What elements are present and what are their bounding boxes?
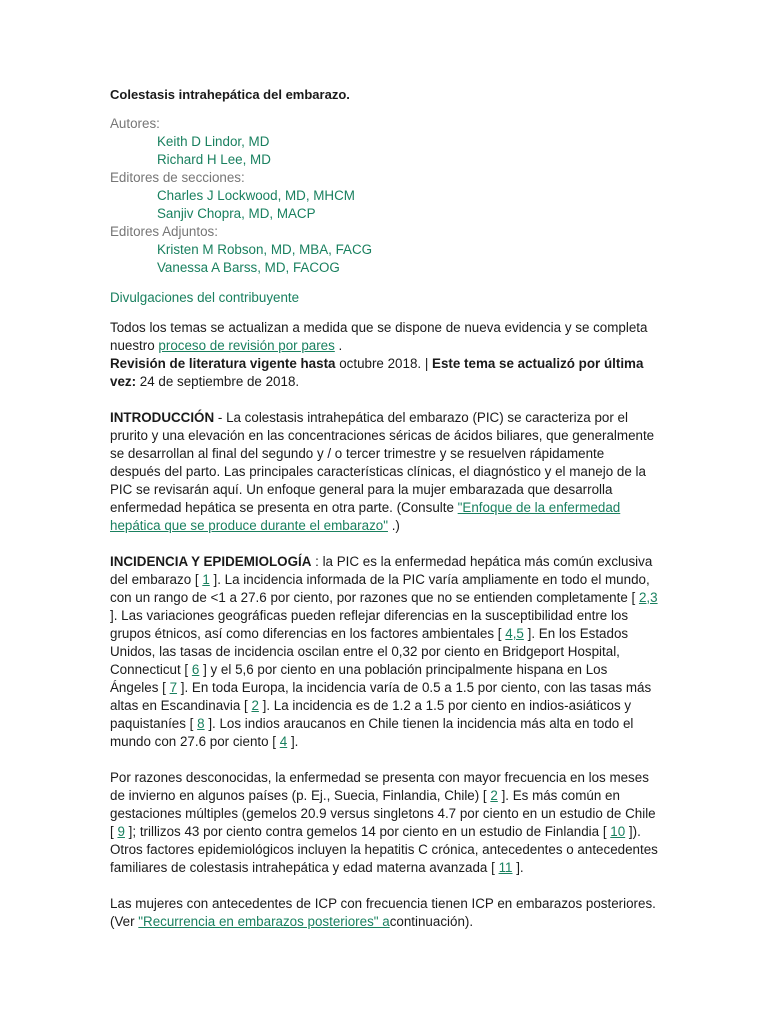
author-link[interactable]: Richard H Lee, MD: [157, 152, 271, 167]
reference-link[interactable]: 11: [498, 860, 513, 875]
epidemiology-heading: INCIDENCIA Y EPIDEMIOLOGÍA: [110, 554, 312, 569]
body-text: continuación).: [389, 914, 474, 929]
authors-label: Autores:: [110, 116, 160, 131]
recurrence-section: [110, 895, 658, 931]
recurrence-link[interactable]: "Recurrencia en embarazos posteriores" a: [138, 914, 390, 929]
update-policy: [110, 319, 658, 391]
last-update-date: 24 de septiembre de 2018.: [139, 374, 300, 389]
disclosures-link[interactable]: Divulgaciones del contribuyente: [110, 290, 300, 305]
body-text: ] y el 5,6 por ciento en una población principalmente hispana en Los Ángeles [: [110, 662, 608, 695]
reference-link[interactable]: 4: [279, 734, 288, 749]
article-title: Colestasis intrahepática del embarazo.: [110, 87, 350, 102]
last-update-label: Este tema se actualizó por última vez:: [110, 356, 644, 389]
intro-tail: .): [391, 518, 400, 533]
update-text-end: .: [338, 338, 343, 353]
reference-link[interactable]: 10: [610, 824, 626, 839]
section-editors-label: Editores de secciones:: [110, 170, 245, 185]
reference-link[interactable]: 7: [169, 680, 178, 695]
article-body: [110, 86, 658, 931]
body-text: ]). Otros factores epidemiológicos incluyen la hepatitis C crónica, antecedentes o antecedentes familiares de colestasis intrahepática y edad materna avanzada [: [110, 824, 658, 875]
body-text: ]. La incidencia es de 1.2 a 1.5 por ciento en indios-asiáticos y paquistaníes [: [110, 698, 632, 731]
body-text: ]. La incidencia informada de la PIC varía ampliamente en todo el mundo, con un rango de <1 a 27.6 por ciento, por razones que no se entienden completamente [: [110, 572, 650, 605]
reference-link[interactable]: 2,3: [638, 590, 658, 605]
peer-review-link[interactable]: proceso de revisión por pares: [158, 338, 335, 353]
deputy-editors-label: Editores Adjuntos:: [110, 224, 218, 239]
body-text: ]. Los indios araucanos en Chile tienen la incidencia más alta en todo el mundo con 27.6 por ciento [: [110, 716, 634, 749]
contributors-block: [110, 115, 658, 277]
deputy-editor-link[interactable]: Kristen M Robson, MD, MBA, FACG: [157, 242, 373, 257]
intro-heading: INTRODUCCIÓN: [110, 410, 215, 425]
lit-review-date: octubre 2018. |: [339, 356, 429, 371]
body-text: Por razones desconocidas, la enfermedad se presenta con mayor frecuencia en los meses de invierno en algunos países (p. Ej., Suecia, Finlandia, Chile) [: [110, 770, 649, 803]
body-text: Las mujeres con antecedentes de ICP con frecuencia tienen ICP en embarazos posteriores. (Ver: [110, 896, 656, 929]
author-link[interactable]: Keith D Lindor, MD: [157, 134, 270, 149]
epidemiology-section: [110, 553, 658, 751]
body-text: ]. En toda Europa, la incidencia varía de 0.5 a 1.5 por ciento, con las tasas más altas en Escandinavia [: [110, 680, 652, 713]
liver-disease-pregnancy-link[interactable]: "Enfoque de la enfermedad hepática que se produce durante el embarazo": [110, 500, 621, 533]
body-text: ]. En los Estados Unidos, las tasas de incidencia oscilan entre el 0,32 por ciento en Bridgeport Hospital, Connecticut [: [110, 626, 629, 677]
reference-link[interactable]: 4,5: [505, 626, 524, 641]
body-text: ]. Es más común en gestaciones múltiples (gemelos 20.9 versus singletons 4.7 por ciento en un estudio de Chile [: [110, 788, 656, 839]
body-text: ]; trillizos 43 por ciento contra gemelos 14 por ciento en un estudio de Finlandia [: [128, 824, 607, 839]
body-text: ].: [516, 860, 524, 875]
reference-link[interactable]: 1: [202, 572, 210, 587]
intro-sep: -: [214, 410, 227, 425]
body-text: ].: [290, 734, 299, 749]
body-text: : la PIC es la enfermedad hepática más común exclusiva del embarazo [: [110, 554, 653, 587]
reference-link[interactable]: 9: [117, 824, 125, 839]
body-text: ]. Las variaciones geográficas pueden reflejar diferencias en la susceptibilidad entre los grupos étnicos, así como diferencias en los factores ambientales [: [110, 608, 629, 641]
section-editor-link[interactable]: Sanjiv Chopra, MD, MACP: [157, 206, 316, 221]
update-text: Todos los temas se actualizan a medida que se dispone de nueva evidencia y se completa nuestro: [110, 320, 648, 353]
section-editor-link[interactable]: Charles J Lockwood, MD, MHCM: [157, 188, 355, 203]
intro-text: La colestasis intrahepática del embarazo (PIC) se caracteriza por el prurito y una elevación en las concentraciones séricas de ácidos biliares, que generalmente se desarrollan al final del segundo y / o tercer trimestre y se resuelven rápidamente después del parto. Las principales características clínicas, el diagnóstico y el manejo de la PIC se revisarán aquí. Un enfoque general para la mujer embarazada que desarrolla enfermedad hepática se presenta en otra parte. (Consulte: [110, 410, 655, 515]
reference-link[interactable]: 2: [490, 788, 498, 803]
lit-review-label: Revisión de literatura vigente hasta: [110, 356, 336, 371]
intro-section: [110, 409, 658, 535]
deputy-editor-link[interactable]: Vanessa A Barss, MD, FACOG: [157, 260, 340, 275]
reference-link[interactable]: 8: [197, 716, 205, 731]
reference-link[interactable]: 6: [191, 662, 200, 677]
seasonal-section: [110, 769, 658, 877]
reference-link[interactable]: 2: [251, 698, 259, 713]
